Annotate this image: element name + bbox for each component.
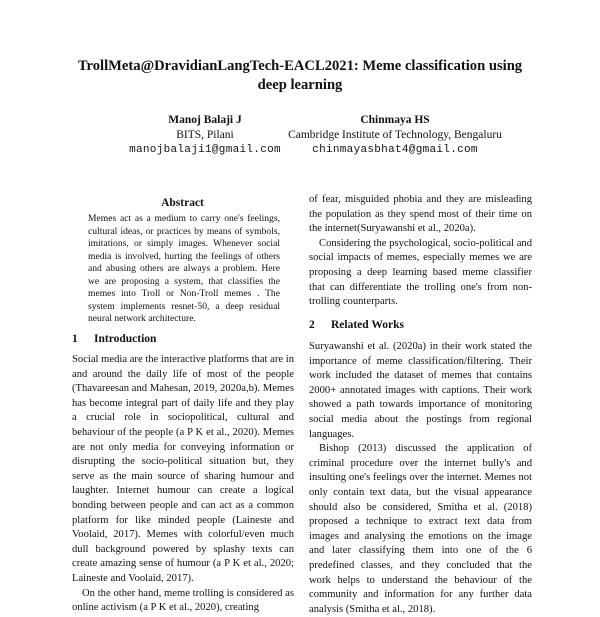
author-email: chinmayasbhat4@gmail.com	[312, 144, 478, 156]
author-email: manojbalaji1@gmail.com	[129, 144, 281, 156]
author-name: Manoj Balaji J	[168, 114, 242, 126]
paragraph: Social media are the interactive platforms that are in and around the daily life of most of the people (Thavareesan and Mahesan, 2019, 2020a,b). Memes has become integral part of daily life and they play a crucial role in sociopolitical, cultural and behaviour of the people (a P K et al., 2020). Memes are not only media for conveying information or disrupting the socio-political situation but, they serve as the main source of sharing humour and laughter. Internet humour can create a logical bonding between people and can act as a common platform for like minded people (Laineste and Voolaid, 2017). Memes with colorful/even much dull background powered by splashy texts can create amazing sense of humour (a P K et al., 2020; Laineste and Voolaid, 2017).	[72, 354, 294, 584]
section-title: Related Works	[331, 319, 404, 331]
paragraph: Bishop (2013) discussed the application of criminal procedure over the internet bully's and insulting one's feelings over the internet. Memes not only contain text data, but the visual appearance should also be considered, Smitha et al. (2018) proposed a technique to extract text data from images and analysing the emotions on the image and later classifying them into one of the 6 predefined classes, and they concluded that the work helps to understand the behaviour of the community and information for any further data analysis (Smitha et al., 2018).	[309, 443, 532, 615]
paragraph: Considering the psychological, socio-political and social impacts of memes, especially memes we are proposing a deep learning based meme classifier that can differentiate the trolling one's from non-trolling counterparts.	[309, 237, 532, 308]
abstract-text: Memes act as a medium to carry one's feelings, cultural ideas, or practices by means of symbols, imitations, or simply images. Whenever social media is involved, hurting the feelings of others and abusing others are always a problem. Here we are proposing a system, that classifies the memes into Troll or Non-Troll memes . The system implements resnet-50, a deep residual neural network architecture.	[88, 213, 280, 324]
paper-title	[0, 57, 600, 95]
section-heading-introduction	[72, 333, 156, 345]
section-title: Introduction	[94, 333, 157, 345]
author-affiliation: BITS, Pilani	[176, 129, 234, 141]
section-number: 1	[72, 333, 78, 345]
author-name: Chinmaya HS	[360, 114, 430, 126]
right-column-body	[309, 340, 532, 617]
paragraph: On the other hand, meme trolling is considered as online activism (a P K et al., 2020), creating	[72, 587, 294, 614]
paper-title-line-2: deep learning	[257, 77, 343, 93]
section-number: 2	[309, 319, 315, 331]
section-heading-related-works	[309, 319, 404, 331]
paper-title-line-1: TrollMeta@DravidianLangTech-EACL2021: Meme classification using	[77, 58, 523, 74]
left-column-body	[72, 353, 294, 616]
paragraph: of fear, misguided phobia and they are misleading the population as they spend most of their time on the internet(Suryawanshi et al., 2020a).	[309, 194, 532, 235]
author-block-2	[275, 113, 515, 158]
right-column-continuation	[309, 193, 532, 310]
author-affiliation: Cambridge Institute of Technology, Bengaluru	[288, 129, 502, 141]
paragraph: Suryawanshi et al. (2020a) in their work stated the importance of meme classification/filtering. Their work included the dataset of memes that contains 2000+ annotated images with captions. Their work showed a path towards importance of monitoring social media about the postings from regional languages.	[309, 341, 532, 440]
abstract-heading: Abstract	[161, 197, 204, 209]
